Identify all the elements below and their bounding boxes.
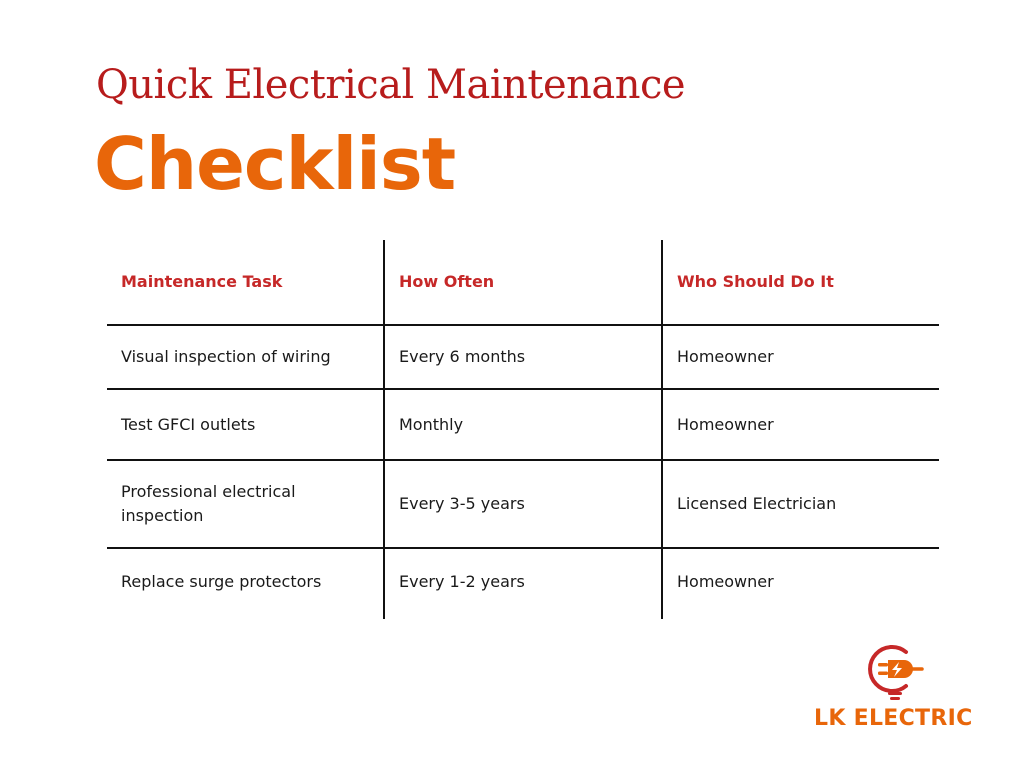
responsible-cell: Homeowner	[677, 414, 774, 434]
responsible-cell: Licensed Electrician	[677, 494, 837, 513]
task-cell: Professional electrical inspection	[121, 482, 296, 525]
responsible-cell: Homeowner	[677, 347, 774, 366]
logo-wordmark: LK ELECTRIC	[814, 706, 973, 731]
header-maintenance-task: Maintenance Task	[121, 272, 283, 291]
task-cell: Visual inspection of wiring	[121, 347, 331, 366]
responsible-cell: Homeowner	[677, 572, 774, 591]
title-heading: Checklist	[94, 122, 456, 206]
frequency-cell: Monthly	[399, 414, 464, 434]
column-divider	[383, 240, 385, 619]
task-cell: Replace surge protectors	[121, 572, 322, 591]
column-divider	[661, 240, 663, 619]
company-logo	[812, 640, 992, 740]
title-subheading: Quick Electrical Maintenance	[96, 62, 686, 108]
maintenance-table	[107, 240, 939, 619]
header-who-should-do-it: Who Should Do It	[677, 272, 834, 291]
frequency-cell: Every 1-2 years	[399, 572, 525, 591]
frequency-cell: Every 3-5 years	[399, 494, 525, 513]
task-cell: Test GFCI outlets	[121, 414, 256, 434]
header-how-often: How Often	[399, 272, 495, 291]
frequency-cell: Every 6 months	[399, 347, 526, 366]
plug-bulb-icon	[866, 642, 926, 700]
